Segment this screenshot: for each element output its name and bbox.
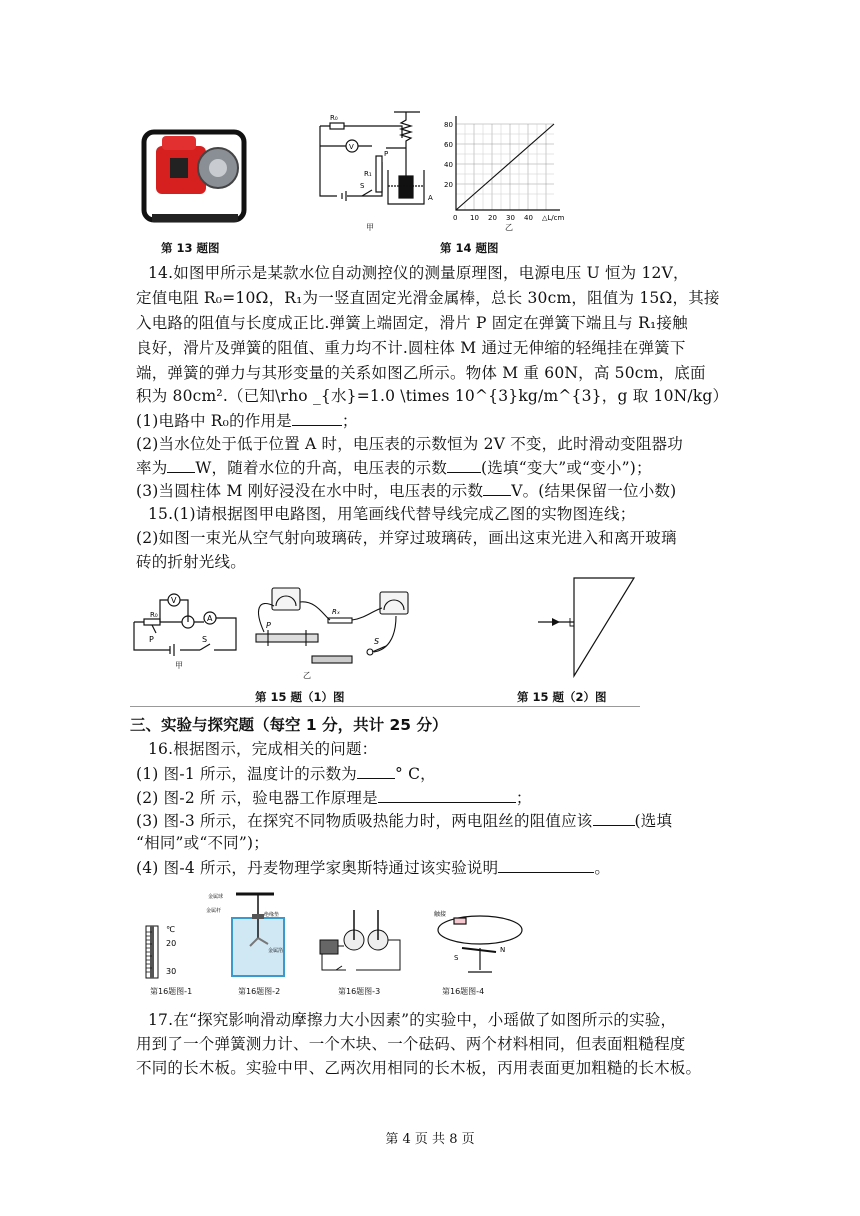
- oersted-label: S: [454, 954, 459, 962]
- fig15-yi-label: 乙: [303, 671, 311, 680]
- thermometer-tick: 30: [166, 967, 177, 976]
- fig14-xtick: 20: [488, 214, 497, 222]
- fig15-1-caption: 第 15 题（1）图: [255, 690, 345, 704]
- q16-sub-4-text: (4) 图-4 所示，丹麦物理学家奥斯特通过该实验说明: [136, 859, 499, 877]
- answer-blank[interactable]: [483, 479, 511, 496]
- answer-blank[interactable]: [292, 409, 342, 426]
- q17-line-2: 用到了一个弹簧测力计、一个木块、一个砝码、两个材料相同，但表面粗糙程度: [136, 1035, 686, 1053]
- fig14-circuit-diagram: [302, 108, 442, 226]
- page-footer: 第 4 页 共 8 页: [385, 1132, 475, 1147]
- fig14-label-r1: R₁: [364, 170, 372, 178]
- electroscope-label: 金属球: [208, 894, 224, 900]
- fig13-caption: 第 13 题图: [161, 241, 220, 255]
- q14-sub-2b: [136, 456, 652, 479]
- fig14-ytick: 60: [444, 141, 453, 149]
- answer-blank[interactable]: [378, 786, 516, 803]
- fig15-jia-label: 甲: [175, 661, 183, 670]
- q14-sub-1-end: ；: [341, 412, 358, 430]
- fig14-force-graph: [442, 112, 594, 234]
- fig15-label: Rₓ: [332, 608, 340, 616]
- fig15-circuit-diagram: [130, 584, 242, 668]
- fig15-label: S: [374, 637, 380, 646]
- thermometer-tick: 20: [166, 939, 177, 948]
- thermometer-unit: ℃: [166, 925, 175, 934]
- fig14-jia-label: 甲: [366, 223, 374, 232]
- fig15-glass-prism-diagram: [530, 572, 642, 682]
- oersted-label: N: [500, 946, 506, 954]
- q14-sub-2-text: 率为: [136, 459, 168, 477]
- fig14-xtick: 0: [453, 214, 458, 222]
- fig15-label: A: [207, 614, 213, 623]
- fig14-label-p: P: [384, 150, 389, 158]
- oersted-experiment-diagram: [432, 902, 528, 982]
- water-pump-image: [134, 118, 254, 230]
- q17-line-1: 17.在“探究影响滑动摩擦力大小因素”的实验中，小瑶做了如图所示的实验，: [148, 1011, 677, 1029]
- fig16-3-caption: 第16题图-3: [338, 987, 381, 996]
- q14-sub-1: [136, 409, 358, 432]
- answer-blank[interactable]: [357, 762, 395, 779]
- answer-blank[interactable]: [498, 856, 594, 873]
- section-divider: [130, 706, 640, 707]
- fig15-label: P: [266, 621, 271, 630]
- q14-sub-2-mid: W，随着水位的升高，电压表的示数: [195, 459, 448, 477]
- q16-intro: 16.根据图示，完成相关的问题：: [148, 740, 378, 758]
- fig14-yi-label: 乙: [505, 223, 513, 232]
- fig14-xtick: 30: [506, 214, 515, 222]
- q14-line-6: 积为 80cm².（已知\rho _{水}=1.0 \times 10^{3}kg/m^{3}，g 取 10N/kg）: [136, 387, 729, 405]
- fig14-ytick: 40: [444, 161, 453, 169]
- heating-apparatus-diagram: [316, 904, 406, 982]
- q16-sub-1-text: (1) 图-1 所示，温度计的示数为: [136, 765, 358, 783]
- section-3-title: 三、实验与探究题（每空 1 分，共计 25 分）: [130, 716, 448, 734]
- fig15-2-caption: 第 15 题（2）图: [517, 690, 607, 704]
- q14-line-5: 端，弹簧的弹力与其形变量的关系如图乙所示。物体 M 重 60N，高 50cm，底面: [136, 364, 706, 382]
- fig14-label-a: A: [428, 194, 433, 202]
- thermometer-diagram: [140, 922, 190, 982]
- q16-sub-4-end: 。: [594, 859, 611, 877]
- q14-sub-2-end: (选填“变大”或“变小”)；: [481, 459, 652, 477]
- oersted-label: 触接: [434, 911, 447, 918]
- q16-sub-3-end: (选填: [634, 812, 673, 830]
- q14-sub-3-text: (3)当圆柱体 M 刚好浸没在水中时，电压表的示数: [136, 482, 484, 500]
- fig15-label: P: [149, 635, 154, 644]
- fig14-label-r0: R₀: [330, 114, 338, 122]
- light-ray-arrow: [552, 618, 560, 626]
- fig14-label-v: V: [349, 143, 354, 151]
- fig16-2-caption: 第16题图-2: [238, 987, 281, 996]
- fig14-xlabel: △L/cm: [542, 214, 565, 222]
- q16-sub-3-text: (3) 图-3 所示，在探究不同物质吸热能力时，两电阻丝的阻值应该: [136, 812, 593, 830]
- answer-blank[interactable]: [593, 809, 635, 826]
- q14-line-3: 入电路的阻值与长度成正比.弹簧上端固定，滑片 P 固定在弹簧下端且与 R₁接触: [136, 314, 688, 332]
- fig14-ytick: 80: [444, 121, 453, 129]
- q14-sub-3-end: V。(结果保留一位小数): [511, 482, 677, 500]
- electroscope-label: 金属箔: [268, 948, 284, 954]
- electroscope-label: 绝缘垫: [264, 912, 280, 918]
- electroscope-diagram: [206, 890, 292, 982]
- q14-line-1: 14.如图甲所示是某款水位自动测控仪的测量原理图，电源电压 U 恒为 12V，: [148, 264, 689, 282]
- q14-line-4: 良好，滑片及弹簧的阻值、重力均不计.圆柱体 M 通过无伸缩的轻绳挂在弹簧下: [136, 339, 686, 357]
- fig15-label: R₀: [150, 611, 158, 619]
- fig16-1-caption: 第16题图-1: [150, 987, 193, 996]
- q16-sub-2-end: ；: [515, 789, 532, 807]
- fig15-label: S: [202, 635, 208, 644]
- q16-sub-4: [136, 856, 610, 879]
- fig16-4-caption: 第16题图-4: [442, 987, 485, 996]
- fig14-xtick: 10: [470, 214, 479, 222]
- q16-sub-2-text: (2) 图-2 所 示，验电器工作原理是: [136, 789, 378, 807]
- q17-line-3: 不同的长木板。实验中甲、乙两次用相同的长木板，丙用表面更加粗糙的长木板。: [136, 1059, 702, 1077]
- q14-sub-2a: (2)当水位处于低于位置 A 时，电压表的示数恒为 2V 不变，此时滑动变阻器功: [136, 435, 683, 453]
- q15-line-2: (2)如图一束光从空气射向玻璃砖，并穿过玻璃砖，画出这束光进入和离开玻璃: [136, 529, 677, 547]
- q15-line-3: 砖的折射光线。: [136, 553, 246, 571]
- q14-sub-1-text: (1)电路中 R₀的作用是: [136, 412, 292, 430]
- answer-blank[interactable]: [447, 456, 481, 473]
- fig14-caption: 第 14 题图: [440, 241, 499, 255]
- fig14-xtick: 40: [524, 214, 533, 222]
- fig14-ytick: 20: [444, 181, 453, 189]
- answer-blank[interactable]: [167, 456, 195, 473]
- fig15-label: V: [171, 596, 177, 605]
- q14-line-2: 定值电阻 R₀=10Ω，R₁为一竖直固定光滑金属棒，总长 30cm，阻值为 15Ω，其接: [136, 289, 720, 307]
- q15-line-1: 15.(1)请根据图甲电路图，用笔画线代替导线完成乙图的实物图连线；: [148, 505, 636, 523]
- fig15-apparatus-diagram: [246, 580, 436, 684]
- q16-sub-2: [136, 786, 532, 809]
- q16-sub-3: [136, 809, 672, 832]
- q16-sub-3b: “相同”或“不同”)；: [136, 834, 269, 852]
- q16-sub-1: [136, 762, 436, 785]
- fig14-label-s: S: [360, 182, 365, 190]
- q16-sub-1-end: ° C，: [395, 765, 436, 783]
- electroscope-label: 金属杆: [206, 908, 222, 914]
- q14-sub-3: [136, 479, 676, 502]
